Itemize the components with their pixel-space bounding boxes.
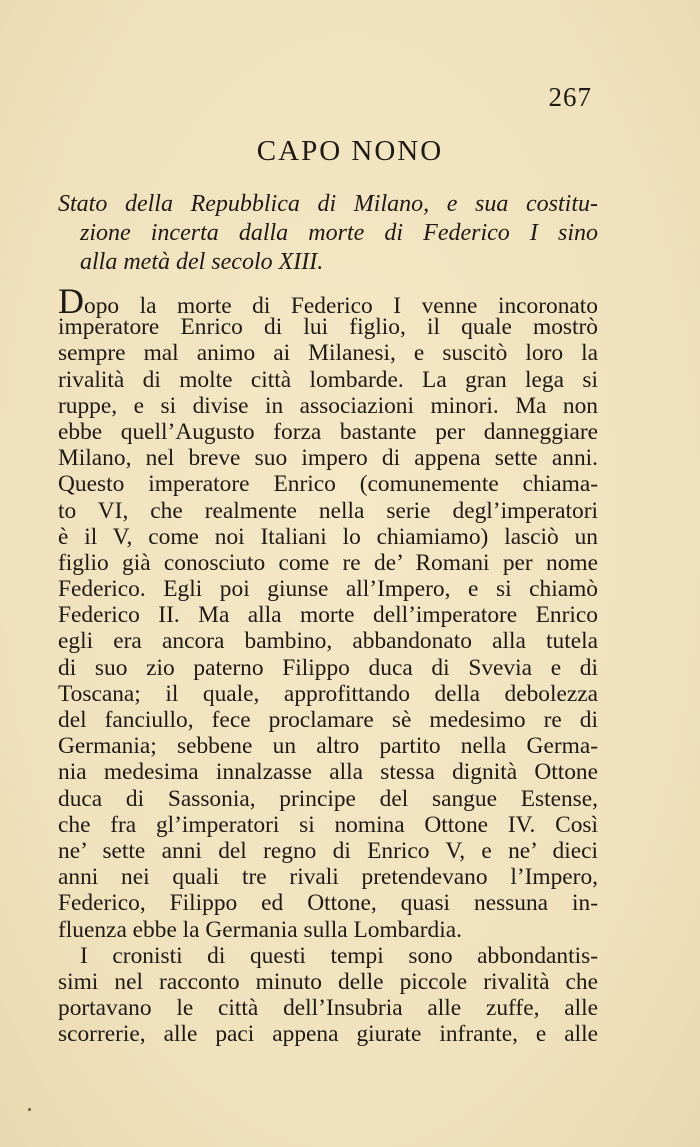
text-line: di suo zio paterno Filippo duca di Svevia e di xyxy=(58,654,598,681)
text-line: Toscana; il quale, approfittando della debolezza xyxy=(58,680,598,707)
first-line-text: opo la morte di Federico I venne incoronato xyxy=(84,293,598,319)
paragraph-1 xyxy=(58,281,598,943)
text-line: Questo imperatore Enrico (comunemente chiama- xyxy=(58,471,598,498)
text-line: nia medesima innalzasse alla stessa dignità Ottone xyxy=(58,759,598,786)
text-line: è il V, come noi Italiani lo chiamiamo) lasciò un xyxy=(58,523,598,550)
text-line: Federico. Egli poi giunse all’Impero, e si chiamò xyxy=(58,576,598,603)
summary-line: zione incerta dalla morte di Federico I sino xyxy=(80,220,598,246)
text-line: scorrerie, alle paci appena giurate infrante, e alle xyxy=(58,1021,598,1048)
chapter-title: CAPO NONO xyxy=(256,135,444,167)
text-line: simi nel racconto minuto delle piccole rivalità che xyxy=(58,968,598,995)
paragraph-2 xyxy=(58,943,598,1048)
text-line: fluenza ebbe la Germania sulla Lombardia. xyxy=(58,916,462,943)
page-number: 267 xyxy=(548,82,592,112)
body-text xyxy=(58,281,598,1048)
text-line: portavano le città dell’Insubria alle zuffe, alle xyxy=(58,995,598,1022)
text-line: Milano, nel breve suo impero di appena sette anni. xyxy=(58,445,598,472)
text-line: del fanciullo, fece proclamare sè medesimo re di xyxy=(58,707,598,733)
chapter-summary xyxy=(58,190,598,277)
text-line: Federico II. Ma alla morte dell’imperatore Enrico xyxy=(58,602,598,629)
summary-line: Stato della Repubblica di Milano, e sua costitu- xyxy=(58,191,598,217)
text-line: figlio già conosciuto come re de’ Romani per nome xyxy=(58,549,598,576)
text-line: ne’ sette anni del regno di Enrico V, e ne’ dieci xyxy=(58,837,598,864)
text-line: ruppe, e si divise in associazioni minori. Ma non xyxy=(58,392,598,419)
text-line: ebbe quell’Augusto forza bastante per danneggiare xyxy=(58,418,598,445)
text-line: duca di Sassonia, principe del sangue Estense, xyxy=(58,785,598,812)
text-line: to VI, che realmente nella serie degl’imperatori xyxy=(58,497,598,524)
summary-line: alla metà del secolo XIII. xyxy=(80,249,324,275)
text-line: anni nei quali tre rivali pretendevano l’Impero, xyxy=(58,864,598,891)
text-line: che fra gl’imperatori si nomina Ottone IV. Così xyxy=(58,811,598,838)
text-line xyxy=(58,281,598,321)
drop-cap: D xyxy=(58,281,84,321)
text-line: Federico, Filippo ed Ottone, quasi nessuna in- xyxy=(58,890,598,917)
text-line: imperatore Enrico di lui figlio, il quale mostrò xyxy=(58,314,598,341)
text-line: egli era ancora bambino, abbandonato alla tutela xyxy=(58,628,598,655)
paper-speck xyxy=(28,1108,31,1111)
text-line: rivalità di molte città lombarde. La gran lega si xyxy=(58,366,598,393)
text-line: sempre mal animo ai Milanesi, e suscitò loro la xyxy=(58,340,598,367)
text-line: Germania; sebbene un altro partito nella Germa- xyxy=(58,733,598,760)
text-line: I cronisti di questi tempi sono abbondantis- xyxy=(80,942,598,969)
